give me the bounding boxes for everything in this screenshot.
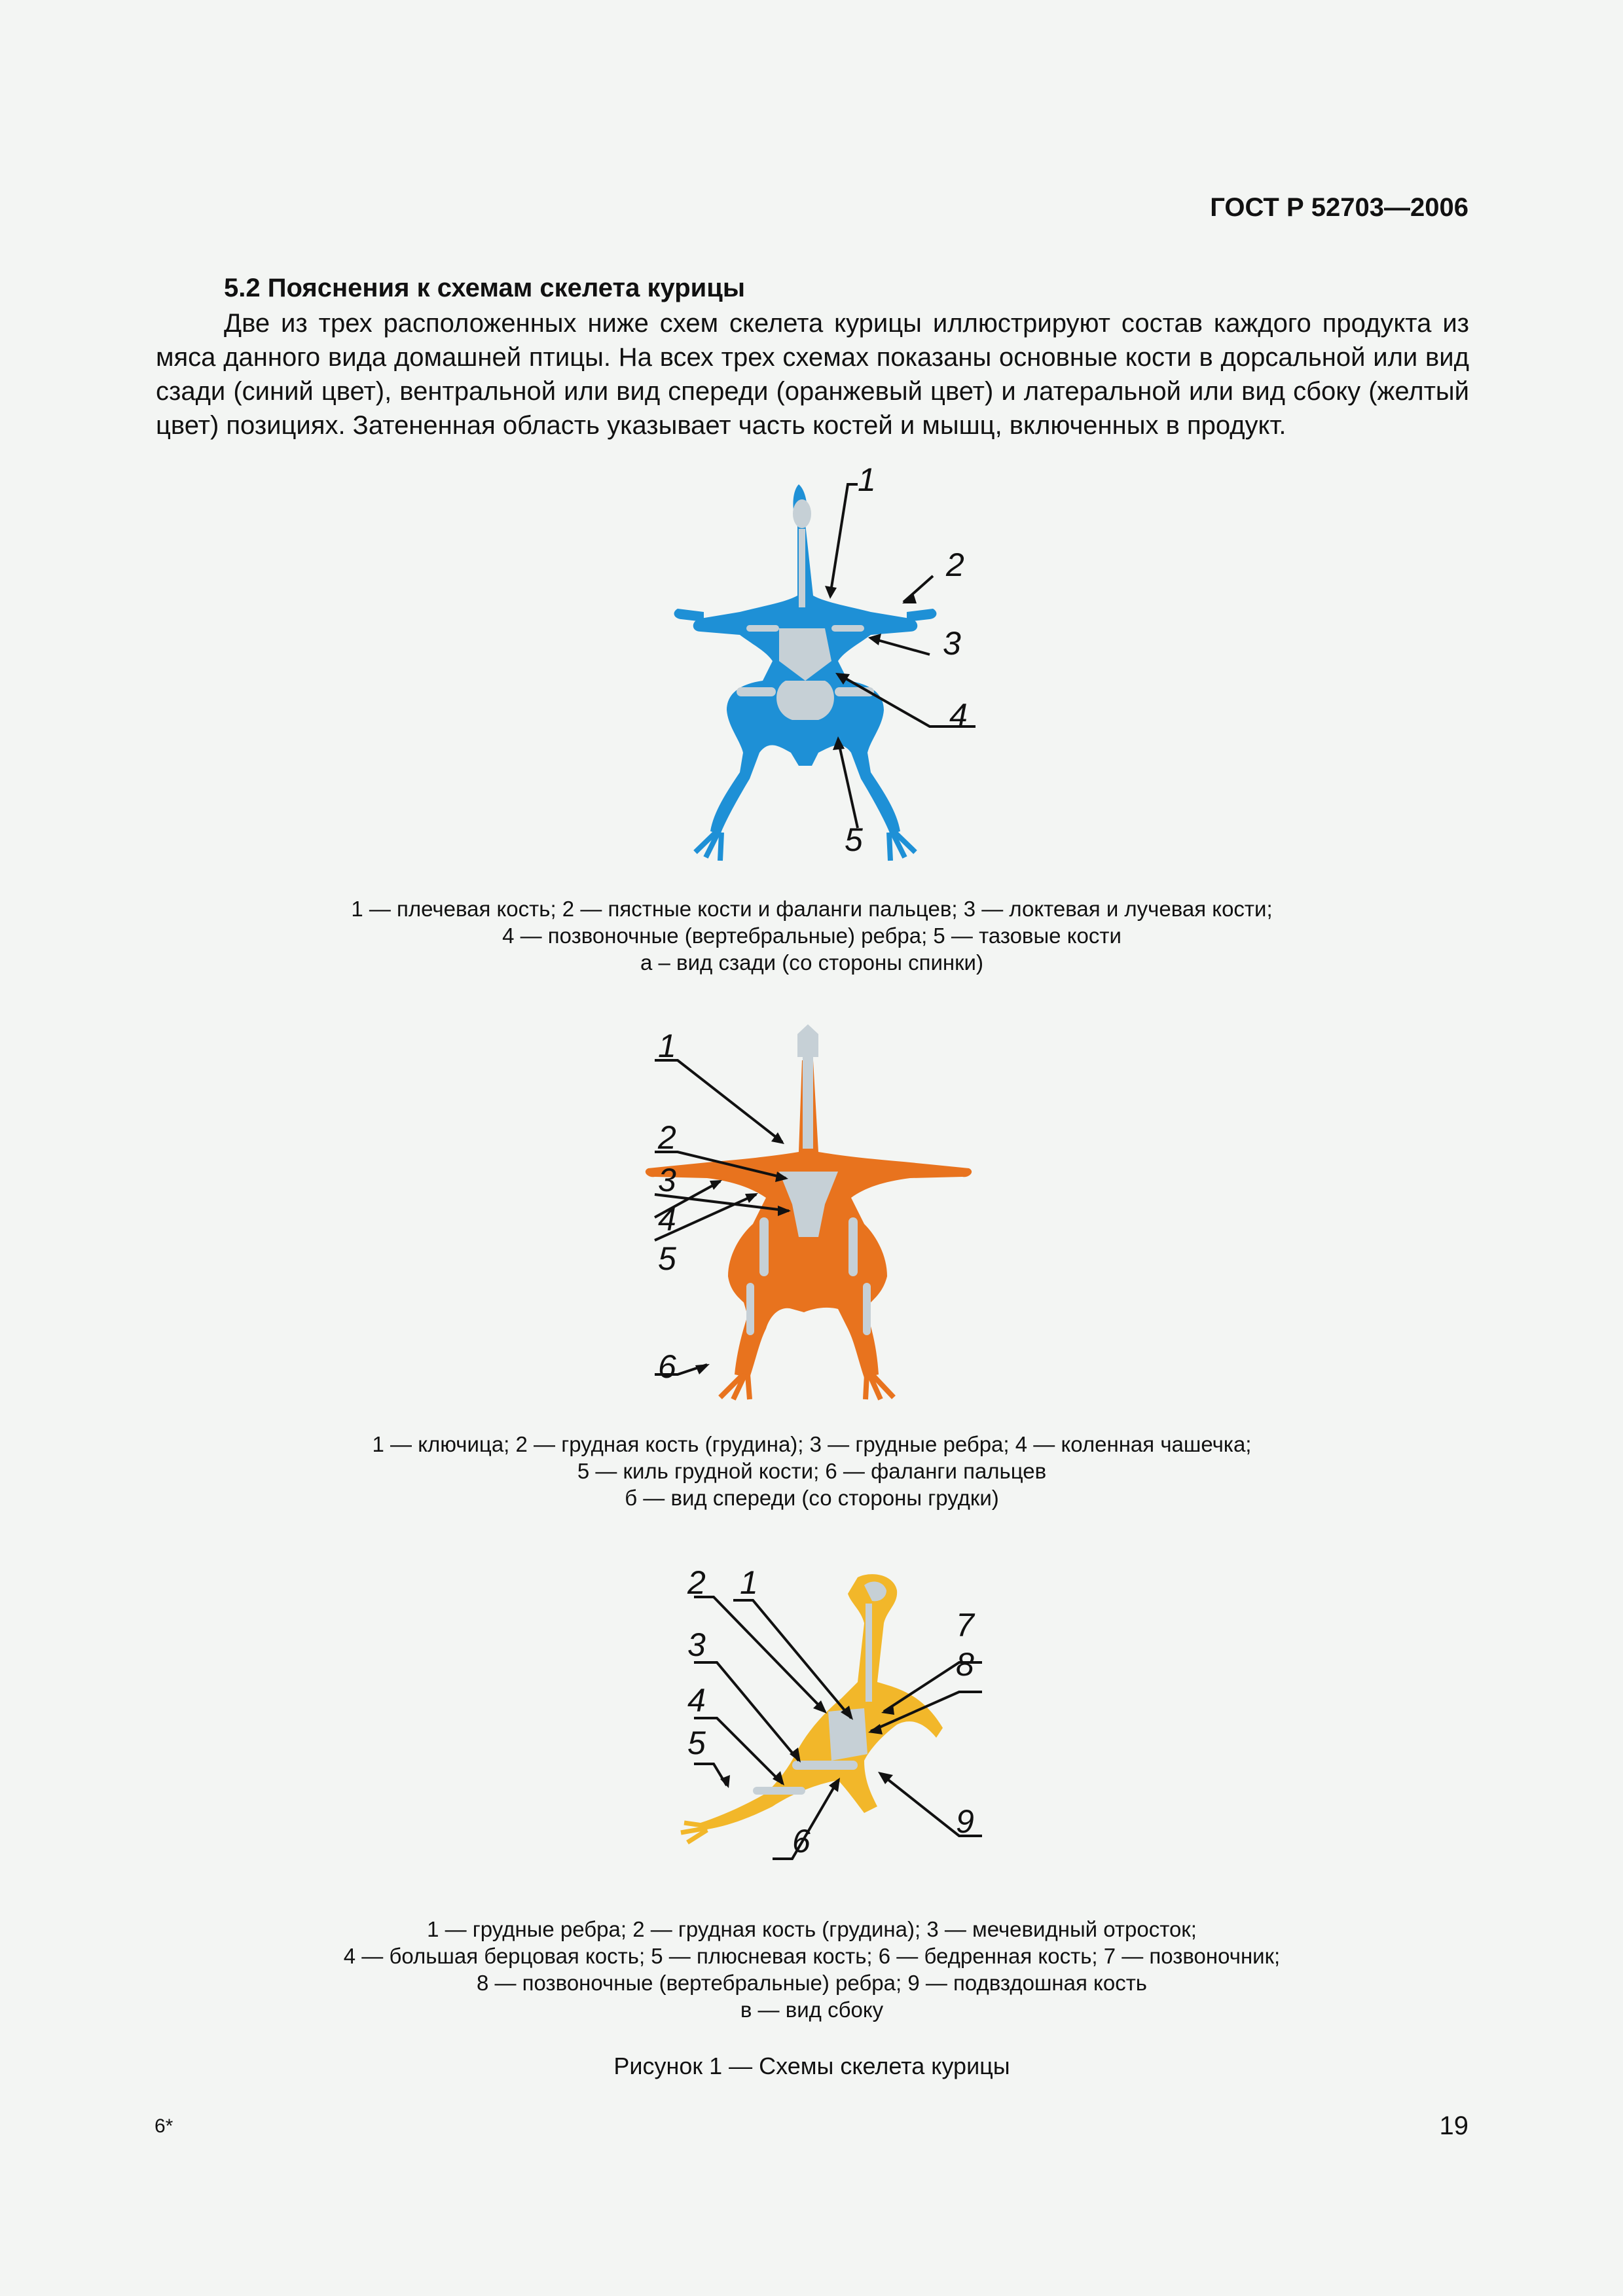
- callout-a-5: 5: [845, 821, 863, 858]
- callout-c-7: 7: [956, 1607, 974, 1643]
- intro-paragraph: Две из трех расположенных ниже схем скелета курицы иллюстрируют состав каждого продукта из мяса данного вида домашней птицы. На всех трех схемах показаны основные кости в дорсальной или вид сзади (синий цвет), вентральной или вид спереди (оранжевый цвет) и латеральной или вид сбоку (желтый цвет) позициях. Затененная область указывает часть костей и мышц, включенных в продукт.: [156, 309, 1469, 440]
- page-number: 19: [1439, 2111, 1468, 2140]
- legend-a: [157, 895, 1467, 976]
- legend-a-line: 4 — позвоночные (вертебральные) ребра; 5 — тазовые кости: [502, 924, 1122, 948]
- callout-c-3: 3: [687, 1626, 706, 1663]
- callout-c-2: 2: [687, 1564, 706, 1601]
- skeleton-diagram-side-view: [668, 1564, 1021, 1872]
- legend-b-line: 1 — ключица; 2 — грудная кость (грудина); 3 — грудные ребра; 4 — коленная чашечка;: [372, 1432, 1252, 1456]
- feet-front: [720, 1374, 894, 1399]
- legend-a-line: 1 — плечевая кость; 2 — пястные кости и фаланги пальцев; 3 — локтевая и лучевая кости;: [351, 897, 1273, 921]
- callout-b-3: 3: [658, 1162, 676, 1198]
- legend-b: [157, 1431, 1467, 1511]
- callout-c-9: 9: [956, 1803, 974, 1840]
- callout-b-4: 4: [658, 1201, 676, 1238]
- legend-c-line: 4 — большая берцовая кость; 5 — плюсневая кость; 6 — бедренная кость; 7 — позвоночник;: [343, 1944, 1281, 1968]
- figure-caption: Рисунок 1 — Схемы скелета курицы: [613, 2053, 1010, 2079]
- view-label-c: в — вид сбоку: [740, 1998, 884, 2022]
- callout-c-6: 6: [792, 1823, 811, 1859]
- standard-code: ГОСТ Р 52703—2006: [1210, 193, 1468, 222]
- legend-c-line: 1 — грудные ребра; 2 — грудная кость (грудина); 3 — мечевидный отросток;: [427, 1917, 1197, 1941]
- callout-a-2: 2: [946, 547, 964, 583]
- sheet-mark: 6*: [155, 2115, 173, 2137]
- view-label-b: б — вид спереди (со стороны грудки): [625, 1486, 999, 1510]
- callout-a-1: 1: [858, 465, 876, 498]
- section-title: 5.2 Пояснения к схемам скелета курицы: [224, 274, 745, 302]
- view-label-a: а – вид сзади (со стороны спинки): [640, 950, 983, 975]
- callout-c-4: 4: [687, 1682, 706, 1719]
- skeleton-diagram-back-view: [622, 465, 1028, 870]
- skeleton-diagram-front-view: [629, 1021, 995, 1401]
- callout-b-6: 6: [658, 1348, 676, 1385]
- legend-b-line: 5 — киль грудной кости; 6 — фаланги пальцев: [577, 1459, 1047, 1483]
- callout-a-4: 4: [949, 697, 968, 734]
- callout-b-5: 5: [658, 1240, 676, 1277]
- feet-side: [681, 1823, 707, 1842]
- callout-c-8: 8: [956, 1646, 974, 1683]
- bone-structure-side: [753, 1581, 886, 1795]
- callout-a-3: 3: [943, 625, 961, 662]
- callout-b-2: 2: [658, 1119, 676, 1156]
- callout-b-1: 1: [658, 1028, 676, 1064]
- legend-c: [157, 1916, 1467, 2023]
- callout-c-5: 5: [687, 1725, 706, 1761]
- callout-c-1: 1: [740, 1564, 758, 1601]
- legend-c-line: 8 — позвоночные (вертебральные) ребра; 9 — подвздошная кость: [476, 1971, 1147, 1995]
- skeleton-silhouette-side: [701, 1574, 943, 1829]
